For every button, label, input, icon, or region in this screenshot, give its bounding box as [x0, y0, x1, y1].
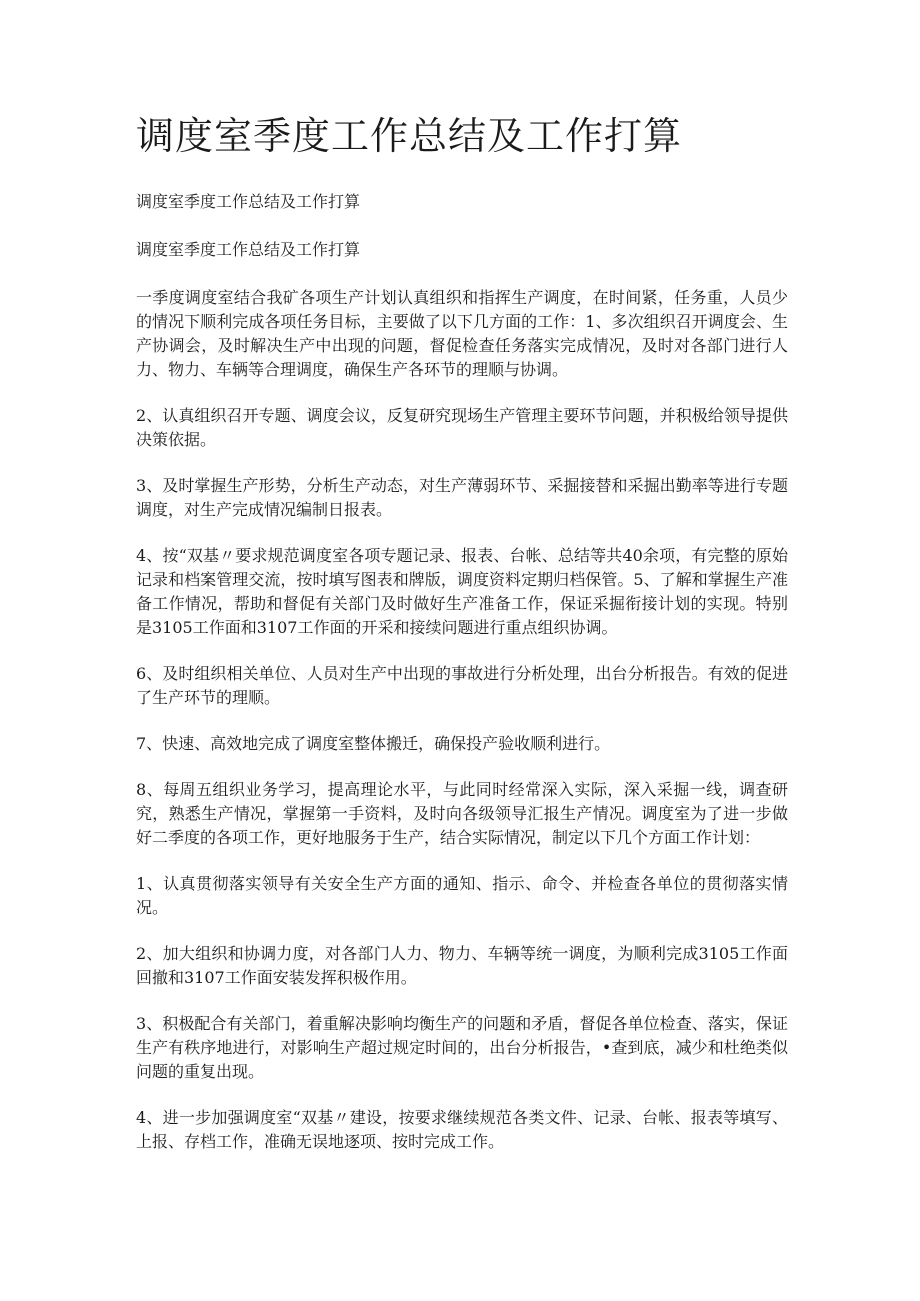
- paragraph-item-2: 2、认真组织召开专题、调度会议，反复研究现场生产管理主要环节问题，并积极给领导提供决策依据。: [136, 406, 788, 449]
- paragraph-intro: 一季度调度室结合我矿各项生产计划认真组织和指挥生产调度，在时间紧，任务重，人员少的情况下顺利完成各项任务目标，主要做了以下几方面的工作：1、多次组织召开调度会、生产协调会，及时解决生产中出现的问题，督促检查任务落实完成情况，及时对各部门进行人力、物力、车辆等合理调度，确保生产各环节的理顺与协调。: [136, 288, 788, 379]
- plan-item-4: 4、进一步加强调度室“双基〃建设，按要求继续规范各类文件、记录、台帐、报表等填写、上报、存档工作，准确无误地逐项、按时完成工作。: [136, 1108, 788, 1151]
- document-title: 调度室季度工作总结及工作打算: [136, 114, 683, 158]
- paragraph-item-6: 6、及时组织相关单位、人员对生产中出现的事故进行分析处理，出台分析报告。有效的促进了生产环节的理顺。: [136, 664, 788, 707]
- document-subtitle: 调度室季度工作总结及工作打算: [136, 192, 361, 211]
- plan-item-2: 2、加大组织和协调力度，对各部门人力、物力、车辆等统一调度，为顺利完成3105工作面回撤和3107工作面安装发挥积极作用。: [136, 944, 788, 987]
- plan-item-3: 3、积极配合有关部门，着重解决影响均衡生产的问题和矛盾，督促各单位检查、落实，保证生产有秩序地进行，对影响生产超过规定时间的，出台分析报告，•查到底，减少和杜绝类似问题的重复出现。: [136, 1014, 788, 1081]
- paragraph-item-8: 8、每周五组织业务学习，提高理论水平，与此同时经常深入实际，深入采掘一线，调查研究，熟悉生产情况，掌握第一手资料，及时向各级领导汇报生产情况。调度室为了进一步做好二季度的各项工作，更好地服务于生产，结合实际情况，制定以下几个方面工作计划：: [136, 780, 788, 847]
- plan-item-1: 1、认真贯彻落实领导有关安全生产方面的通知、指示、命令、并检查各单位的贯彻落实情况。: [136, 874, 788, 917]
- document-page: [136, 108, 788, 1176]
- paragraph-item-7: 7、快速、高效地完成了调度室整体搬迁，确保投产验收顺利进行。: [136, 734, 611, 753]
- paragraph-item-4-5: 4、按“双基〃要求规范调度室各项专题记录、报表、台帐、总结等共40余项，有完整的原始记录和档案管理交流，按时填写图表和牌版，调度资料定期归档保管。5、了解和掌握生产准备工作情况，帮助和督促有关部门及时做好生产准备工作，保证采掘衔接计划的实现。特别是3105工作面和3107工作面的开采和接续问题进行重点组织协调。: [136, 546, 788, 637]
- paragraph-item-3: 3、及时掌握生产形势，分析生产动态，对生产薄弱环节、采掘接替和采掘出勤率等进行专题调度，对生产完成情况编制日报表。: [136, 476, 788, 519]
- document-subtitle-repeat: 调度室季度工作总结及工作打算: [136, 240, 361, 259]
